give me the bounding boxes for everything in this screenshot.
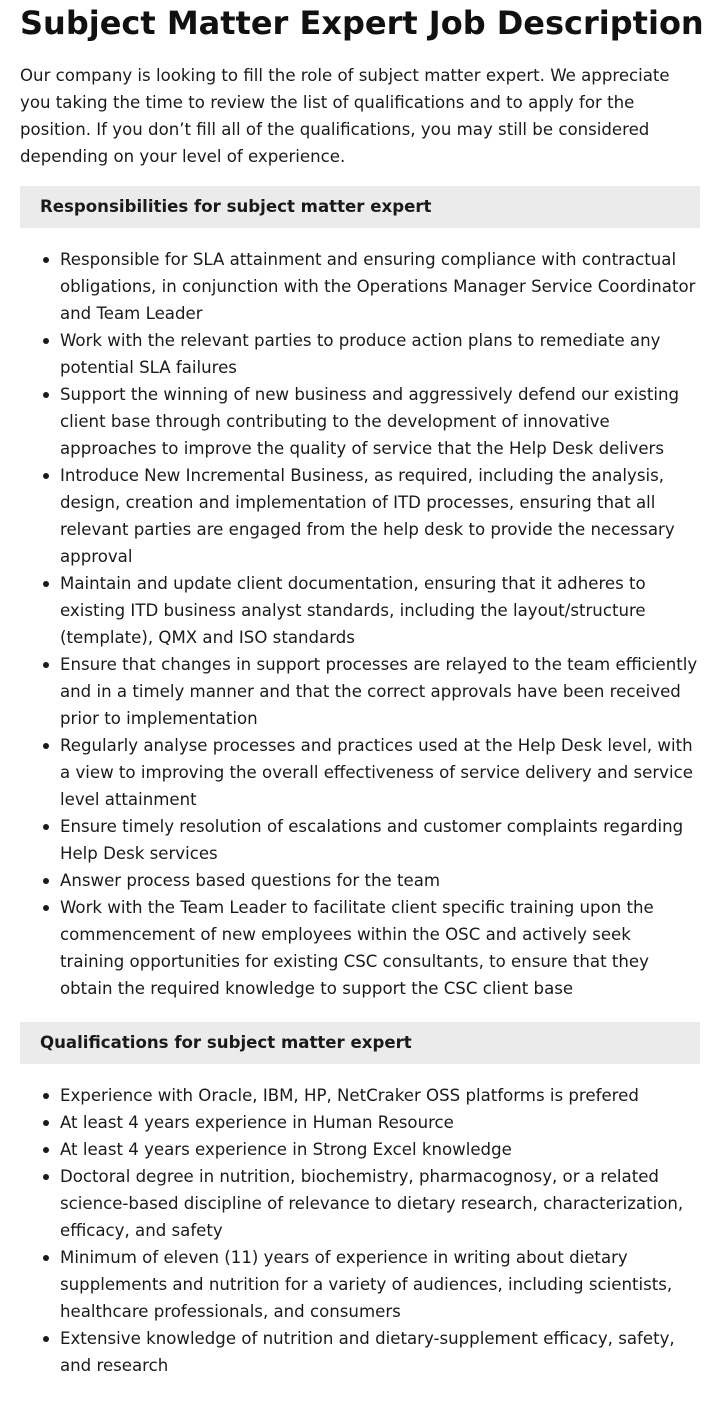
list-item: Support the winning of new business and aggressively defend our existing client base through contributing to the development of innovative approaches to improve the quality of service that the Help Desk delivers	[60, 381, 700, 462]
list-item: Doctoral degree in nutrition, biochemistry, pharmacognosy, or a related science-based discipline of relevance to dietary research, characterization, efficacy, and safety	[60, 1163, 700, 1244]
list-item: Work with the Team Leader to facilitate client specific training upon the commencement of new employees within the OSC and actively seek training opportunities for existing CSC consultants, to ensure that they obtain the required knowledge to support the CSC client base	[60, 894, 700, 1002]
list-item: Work with the relevant parties to produce action plans to remediate any potential SLA failures	[60, 327, 700, 381]
list-item: Ensure that changes in support processes are relayed to the team efficiently and in a timely manner and that the correct approvals have been received prior to implementation	[60, 651, 700, 732]
list-item: Experience with Oracle, IBM, HP, NetCraker OSS platforms is prefered	[60, 1082, 700, 1109]
list-item: Introduce New Incremental Business, as required, including the analysis, design, creation and implementation of ITD processes, ensuring that all relevant parties are engaged from the help desk to provide the necessary approval	[60, 462, 700, 570]
qualifications-heading: Qualifications for subject matter expert	[20, 1022, 700, 1064]
list-item: Maintain and update client documentation, ensuring that it adheres to existing ITD business analyst standards, including the layout/structure (template), QMX and ISO standards	[60, 570, 700, 651]
intro-paragraph: Our company is looking to fill the role of subject matter expert. We appreciate you taking the time to review the list of qualifications and to apply for the position. If you don’t fill all of the qualifications, you may still be considered depending on your level of experience.	[20, 66, 670, 166]
list-item: Minimum of eleven (11) years of experience in writing about dietary supplements and nutrition for a variety of audiences, including scientists, healthcare professionals, and consumers	[60, 1244, 700, 1325]
list-item: At least 4 years experience in Human Resource	[60, 1109, 700, 1136]
list-item: Ensure timely resolution of escalations and customer complaints regarding Help Desk services	[60, 813, 700, 867]
responsibilities-heading: Responsibilities for subject matter expert	[20, 186, 700, 228]
list-item: At least 4 years experience in Strong Excel knowledge	[60, 1136, 700, 1163]
list-item: Regularly analyse processes and practices used at the Help Desk level, with a view to improving the overall effectiveness of service delivery and service level attainment	[60, 732, 700, 813]
list-item: Responsible for SLA attainment and ensuring compliance with contractual obligations, in conjunction with the Operations Manager Service Coordinator and Team Leader	[60, 246, 700, 327]
list-item: Extensive knowledge of nutrition and dietary-supplement efficacy, safety, and research	[60, 1325, 700, 1379]
page-title: Subject Matter Expert Job Description	[20, 4, 704, 42]
responsibilities-list	[20, 246, 700, 1002]
list-item: Answer process based questions for the team	[60, 867, 700, 894]
qualifications-list	[20, 1082, 700, 1379]
